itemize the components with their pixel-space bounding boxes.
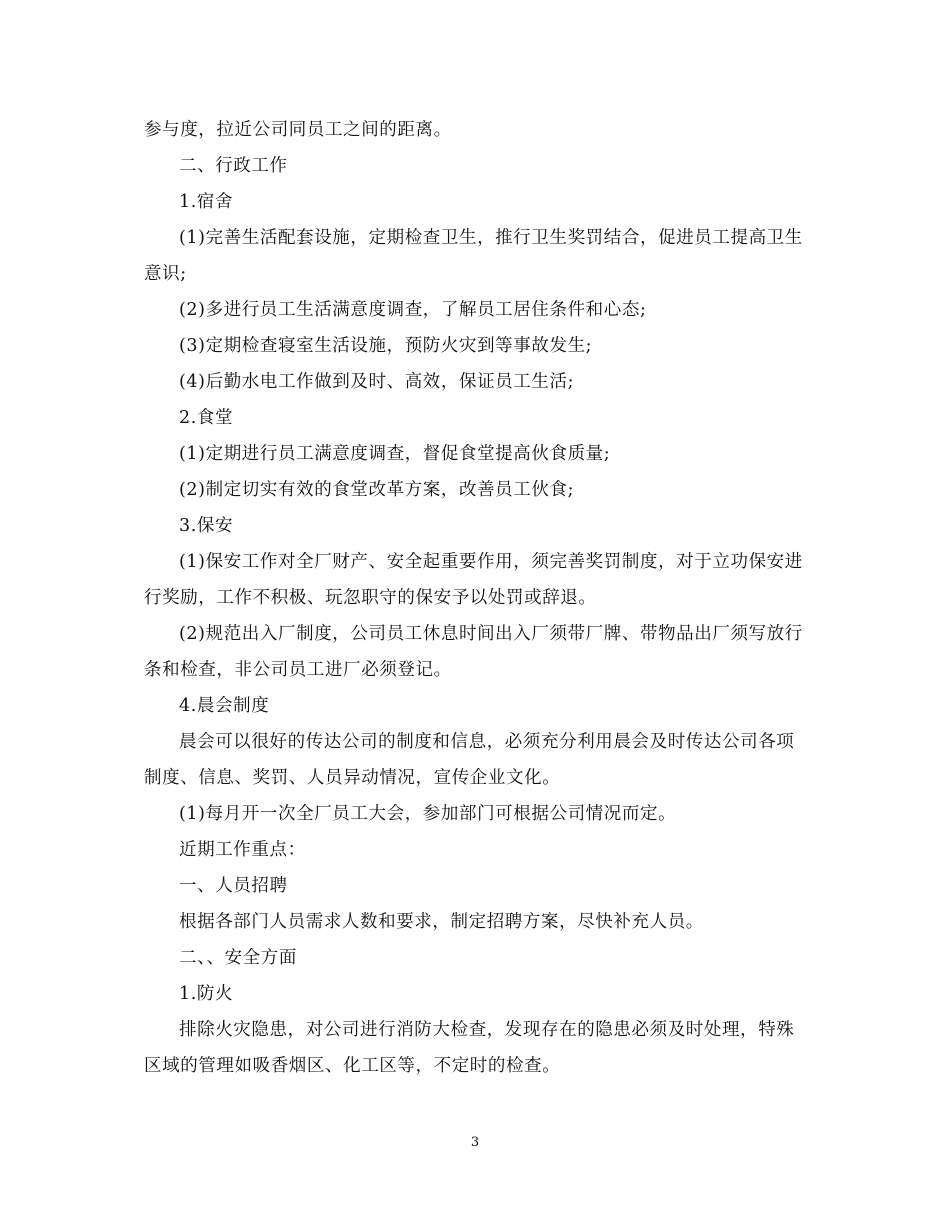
paragraph: 3.保安 [179, 516, 234, 536]
paragraph: (2)规范出入厂制度，公司员工休息时间出入厂须带厂牌、带物品出厂须写放行条和检查，非公司员工进厂必须登记。 [144, 624, 803, 680]
paragraph: 1.宿舍 [179, 192, 234, 212]
paragraph: 排除火灾隐患，对公司进行消防大检查，发现存在的隐患必须及时处理，特殊区域的管理如吸香烟区、化工区等，不定时的检查。 [144, 1020, 795, 1076]
paragraph: 二、行政工作 [179, 156, 288, 176]
paragraph: 近期工作重点： [179, 840, 306, 860]
paragraph: (4)后勤水电工作做到及时、高效，保证员工生活; [179, 372, 575, 392]
paragraph: (1)完善生活配套设施，定期检查卫生，推行卫生奖罚结合，促进员工提高卫生意识; [144, 228, 803, 284]
paragraph: 一、人员招聘 [179, 876, 288, 896]
paragraph: 1.防火 [179, 984, 234, 1004]
paragraph: 2.食堂 [179, 408, 234, 428]
paragraph: 二、、安全方面 [179, 948, 297, 968]
page-number: 3 [470, 1135, 480, 1150]
paragraph: 4.晨会制度 [179, 696, 270, 716]
paragraph: 参与度，拉近公司同员工之间的距离。 [144, 120, 452, 140]
paragraph: 晨会可以很好的传达公司的制度和信息，必须充分利用晨会及时传达公司各项制度、信息、奖罚、人员异动情况，宣传企业文化。 [144, 732, 795, 788]
paragraph: (2)多进行员工生活满意度调查，了解员工居住条件和心态; [179, 300, 647, 320]
paragraph: (1)保安工作对全厂财产、安全起重要作用，须完善奖罚制度，对于立功保安进行奖励，工作不积极、玩忽职守的保安予以处罚或辞退。 [144, 552, 803, 608]
paragraph: (2)制定切实有效的食堂改革方案，改善员工伙食; [179, 480, 575, 500]
paragraph: 根据各部门人员需求人数和要求，制定招聘方案，尽快补充人员。 [179, 912, 704, 932]
paragraph: (3)定期检查寝室生活设施，预防火灾到等事故发生; [179, 336, 593, 356]
document-body [0, 112, 950, 1084]
paragraph: (1)定期进行员工满意度调查，督促食堂提高伙食质量; [179, 444, 611, 464]
paragraph: (1)每月开一次全厂员工大会，参加部门可根据公司情况而定。 [179, 804, 677, 824]
